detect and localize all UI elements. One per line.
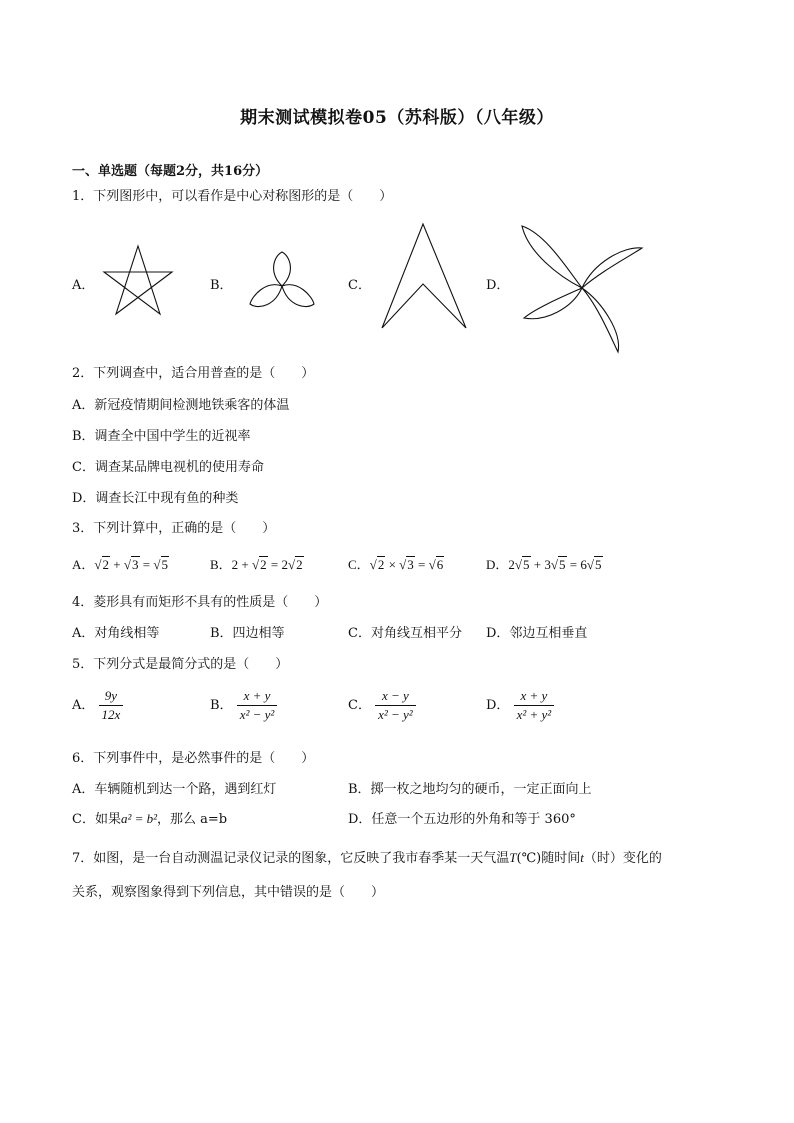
q1-option-d-label: D． xyxy=(486,278,510,293)
question-2-stem: 2．下列调查中，适合用普查的是（ ） xyxy=(72,366,315,381)
arrowhead-icon xyxy=(380,222,470,330)
q5-option-a: A． $\frac{9y}{12x}$ xyxy=(72,688,123,723)
page-title: 期末测试模拟卷05（苏科版）（八年级） xyxy=(240,108,554,128)
q4-option-d: D．邻边互相垂直 xyxy=(486,626,588,641)
q2-option-d: D．调查长江中现有鱼的种类 xyxy=(72,491,239,506)
q6-option-a: A．车辆随机到达一个路，遇到红灯 xyxy=(72,782,277,797)
q2-option-b: B．调查全中国中学生的近视率 xyxy=(72,429,251,444)
q3-option-a: A．√2 + √3 = √5 xyxy=(72,557,168,572)
q5-option-b: B． $\frac{x + y}{\text{x² − y²}}$ xyxy=(210,688,277,723)
section-heading: 一、单选题（每题2分，共16分） xyxy=(72,164,269,179)
q5-option-d: D． $\frac{x + y}{\text{x² + y²}}$ xyxy=(486,688,554,723)
fraction-b: $\frac{x + y}{\text{x² − y²}}$ xyxy=(237,688,278,723)
question-7-stem-line-2: 关系，观察图象得到下列信息，其中错误的是（ ） xyxy=(72,885,385,900)
q2-option-a: A．新冠疫情期间检测地铁乘客的体温 xyxy=(72,398,290,413)
question-6-stem: 6．下列事件中，是必然事件的是（ ） xyxy=(72,751,315,766)
q6-option-d: D．任意一个五边形的外角和等于 360° xyxy=(348,812,576,827)
q1-option-c-label: C． xyxy=(348,278,371,293)
q4-option-c: C．对角线互相平分 xyxy=(348,626,462,641)
q3-option-b: B．2 + √2 = 2√2 xyxy=(210,557,303,572)
fraction-d: $\frac{x + y}{\text{x² + y²}}$ xyxy=(514,688,555,723)
fraction-c: $\frac{x - y}{\text{x² − y²}}$ xyxy=(375,688,416,723)
q3-option-d: D．2√5 + 3√5 = 6√5 xyxy=(486,557,602,572)
question-3-stem: 3．下列计算中，正确的是（ ） xyxy=(72,521,276,536)
q5-option-c: C． $\frac{x - y}{\text{x² − y²}}$ xyxy=(348,688,416,723)
q4-option-a: A．对角线相等 xyxy=(72,626,160,641)
question-5-stem: 5．下列分式是最简分式的是（ ） xyxy=(72,657,289,672)
fraction-a: $\frac{9y}{12x}$ xyxy=(99,688,124,723)
four-petal-pinwheel-icon xyxy=(520,222,646,354)
question-7-stem-line-1: 7．如图，是一台自动测温记录仪记录的图象，它反映了我市春季某一天气温T(℃)随时间t（时）变化的 xyxy=(72,850,662,866)
q6-option-b: B．掷一枚之地均匀的硬币，一定正面向上 xyxy=(348,782,592,797)
question-4-stem: 4．菱形具有而矩形不具有的性质是（ ） xyxy=(72,595,328,610)
q1-option-a-label: A． xyxy=(72,278,95,293)
q2-option-c: C．调查某品牌电视机的使用寿命 xyxy=(72,460,264,475)
q3-option-c: C．√2 × √3 = √6 xyxy=(348,557,444,572)
q6-option-c: C．如果a² = b²，那么 a=b xyxy=(72,811,228,827)
question-1-stem: 1．下列图形中，可以看作是中心对称图形的是（ ） xyxy=(72,189,393,204)
q1-option-b-label: B． xyxy=(210,278,233,293)
q4-option-b: B．四边相等 xyxy=(210,626,285,641)
star-icon xyxy=(100,244,180,319)
three-petal-icon xyxy=(244,252,320,316)
